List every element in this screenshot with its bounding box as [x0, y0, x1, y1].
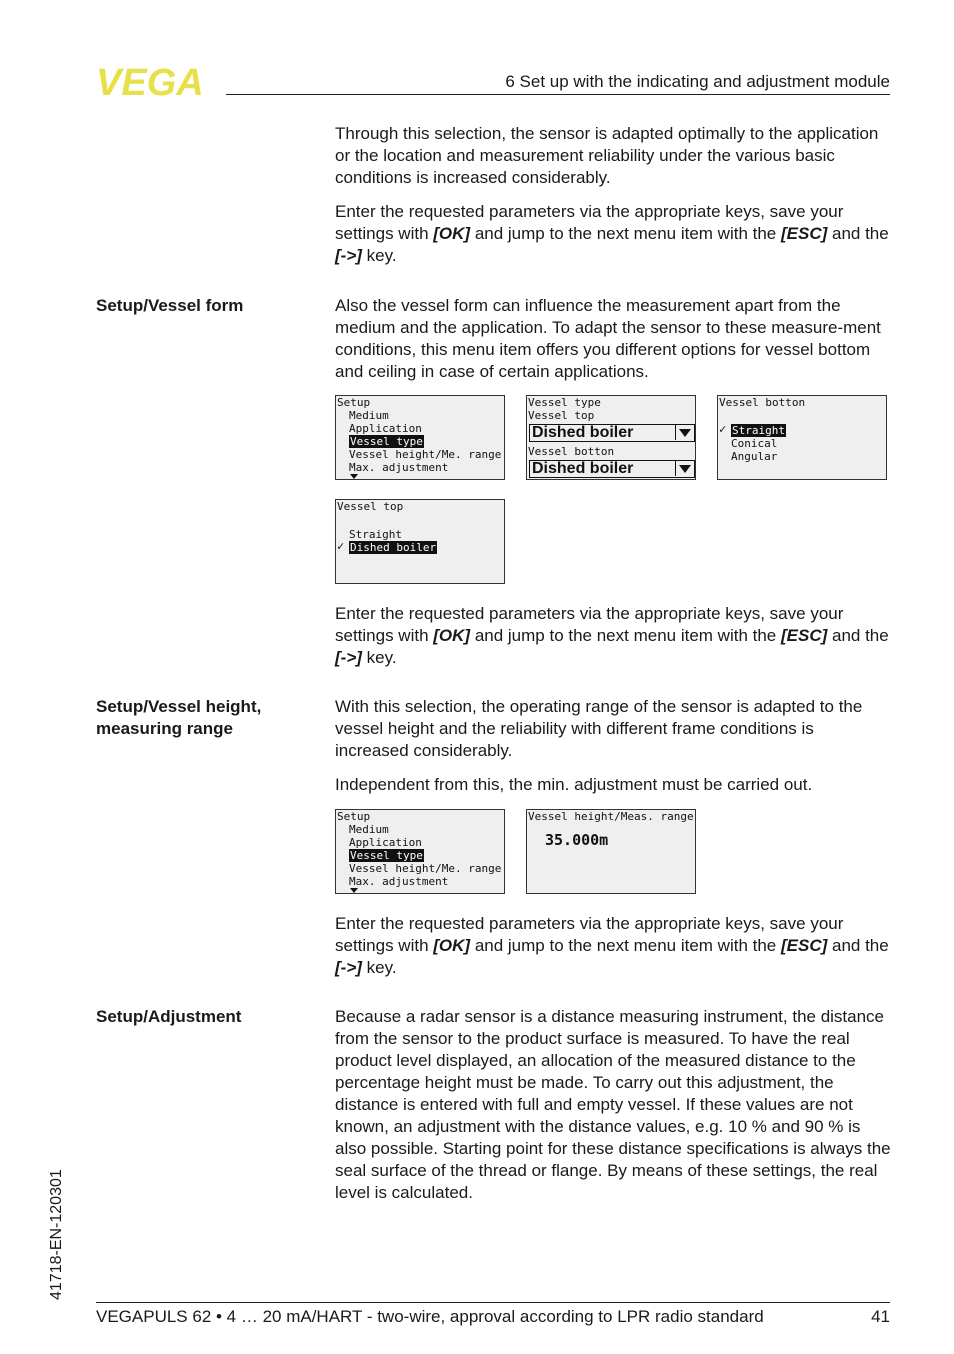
chevron-down-icon [675, 425, 694, 440]
esc-key: [ESC] [780, 626, 828, 645]
vessel-height-value: 35.000m [545, 831, 609, 849]
option-selected: Dished boiler [350, 541, 437, 554]
lcd-setup-menu [335, 395, 505, 480]
option-selected: Straight [732, 424, 785, 437]
lcd-title: Vessel height/Meas. range [528, 810, 694, 823]
menu-item: Vessel height/Me. range [349, 862, 502, 875]
vessel-form-heading: Setup/Vessel form [96, 296, 244, 315]
vessel-bottom-dropdown: Dished boiler [529, 460, 695, 478]
vessel-height-paragraph: With this selection, the operating range of the sensor is adapted to the vessel height and the reliability with different frame conditions is increased considerably. [335, 697, 863, 760]
esc-key: [ESC] [780, 936, 828, 955]
checkmark-icon: ✓ [337, 539, 345, 553]
field-label: Vessel top [528, 409, 595, 422]
option: Conical [731, 437, 778, 450]
intro-block [335, 123, 891, 267]
menu-item: Vessel height/Me. range [349, 448, 502, 461]
lcd-title: Vessel botton [719, 396, 806, 409]
arrow-key: [->] [335, 648, 362, 667]
menu-item: Application [349, 422, 422, 435]
footer-product: VEGAPULS 62 • 4 … 20 mA/HART - two-wire, approval according to LPR radio standard [96, 1307, 764, 1326]
field-label: Vessel botton [528, 445, 615, 458]
menu-item-selected: Vessel type [350, 435, 423, 448]
vessel-height-block [335, 696, 891, 796]
adjustment-heading: Setup/Adjustment [96, 1007, 242, 1026]
adjustment-paragraph: Because a radar sensor is a distance measuring instrument, the distance from the sensor to the product surface is measured. To have the real product level displayed, an allocation of the measured distance to the percentage height must be made. To carry out this adjustment, the distance is entered with full and empty vessel. If these values are not known, an adjustment with the distance values, e.g. 10 % and 90 % is also possible. Starting point for these distance specifications is always the seal surface of the thread or flange. By means of these settings, the real level is calculated. [335, 1007, 891, 1202]
section-title: 6 Set up with the indicating and adjustment module [505, 72, 890, 91]
menu-item-selected: Vessel type [350, 849, 423, 862]
lcd-setup-menu-2 [335, 809, 505, 894]
footer-rule [96, 1302, 890, 1303]
arrow-key: [->] [335, 246, 362, 265]
lcd-vessel-top [335, 499, 505, 584]
ok-key: [OK] [433, 936, 471, 955]
lcd-title: Vessel type [528, 396, 601, 409]
header-rule [226, 94, 890, 95]
lcd-vessel-bottom [717, 395, 887, 480]
vega-logo [96, 64, 220, 98]
lcd-title: Setup [337, 396, 371, 409]
intro-instruction: Enter the requested parameters via the appropriate keys, save your settings with [OK] and jump to the next menu item with the [ESC] and the [->] key. [335, 202, 889, 265]
menu-item: Medium [349, 409, 389, 422]
lcd-title: Vessel top [337, 500, 404, 513]
ok-key: [OK] [433, 224, 471, 243]
logo-text: VEGA [96, 64, 204, 98]
scroll-down-icon [350, 474, 358, 479]
menu-item: Application [349, 836, 422, 849]
ok-key: [OK] [433, 626, 471, 645]
option: Straight [349, 528, 402, 541]
lcd-vessel-type [526, 395, 696, 480]
arrow-key: [->] [335, 958, 362, 977]
lcd-vessel-height [526, 809, 696, 894]
vessel-form-instruction: Enter the requested parameters via the appropriate keys, save your settings with [OK] and jump to the next menu item with the [ESC] and the [->] key. [335, 604, 889, 667]
menu-item: Medium [349, 823, 389, 836]
option: Angular [731, 450, 778, 463]
menu-item: Max. adjustment [349, 461, 449, 474]
esc-key: [ESC] [780, 224, 828, 243]
scroll-down-icon [350, 888, 358, 893]
page-number: 41 [871, 1307, 890, 1326]
vessel-top-dropdown: Dished boiler [529, 424, 695, 442]
intro-paragraph: Through this selection, the sensor is adapted optimally to the application or the location and measurement reliability under the various basic conditions is increased considerably. [335, 124, 879, 187]
menu-item: Max. adjustment [349, 875, 449, 888]
document-code: 41718-EN-120301 [48, 1169, 65, 1300]
vessel-height-heading: Setup/Vessel height, measuring range [96, 697, 262, 738]
lcd-title: Setup [337, 810, 371, 823]
checkmark-icon: ✓ [719, 422, 727, 436]
vessel-height-instruction: Enter the requested parameters via the appropriate keys, save your settings with [OK] and jump to the next menu item with the [ESC] and the [->] key. [335, 914, 889, 977]
vessel-height-note: Independent from this, the min. adjustment must be carried out. [335, 775, 813, 794]
vessel-form-paragraph: Also the vessel form can influence the measurement apart from the medium and the application. To adapt the sensor to these measure-ment conditions, this menu item offers you different options for vessel bottom and ceiling in case of certain applications. [335, 296, 881, 381]
chevron-down-icon [675, 461, 694, 476]
